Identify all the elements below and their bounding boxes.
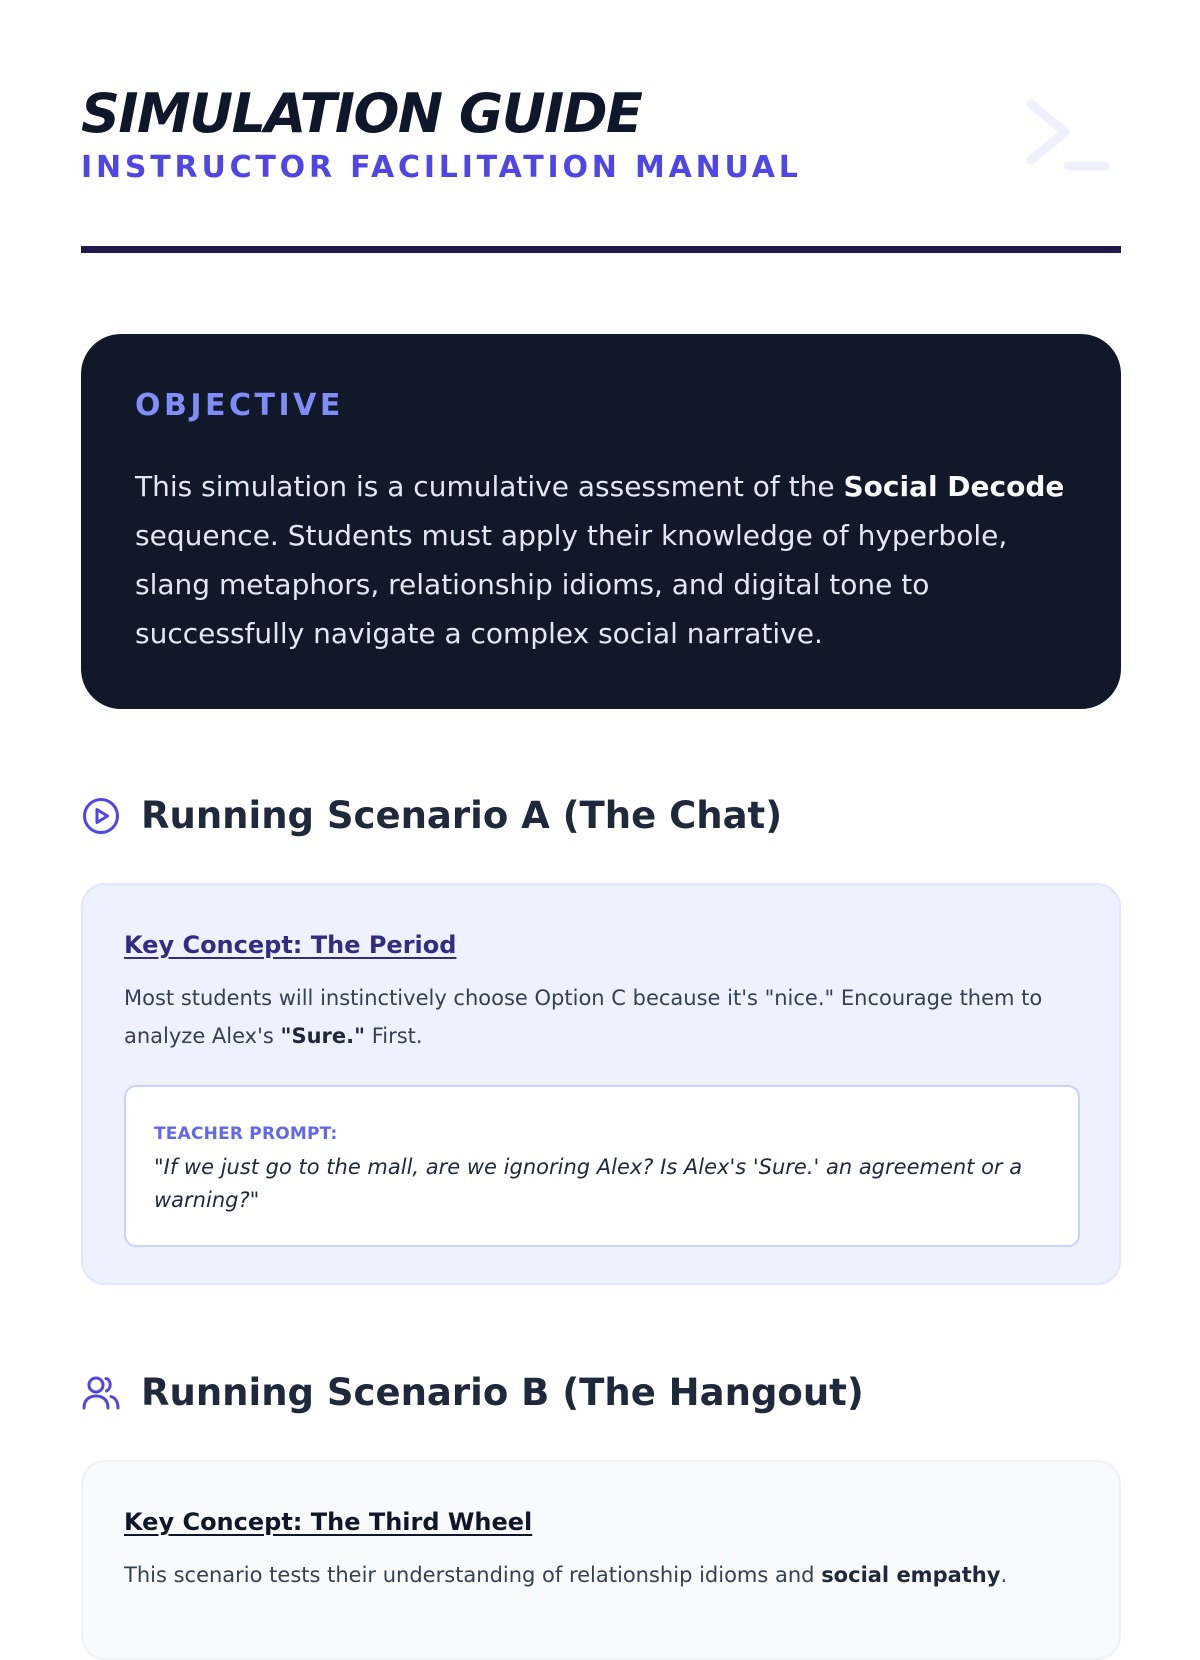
scenario-b-concept-text [124, 1556, 1054, 1594]
concept-text-bold: social empathy [821, 1563, 1001, 1587]
concept-text-part: . [1000, 1563, 1008, 1587]
concept-text-bold: "Sure." [280, 1024, 366, 1048]
guide-page [81, 0, 1121, 1587]
scenario-a-title: Running Scenario A (The Chat) [141, 794, 783, 837]
page-subtitle: INSTRUCTOR FACILITATION MANUAL [81, 150, 802, 185]
scenario-a-card [81, 883, 1121, 1285]
scenario-b-title: Running Scenario B (The Hangout) [141, 1371, 864, 1414]
play-circle-icon [81, 796, 121, 836]
teacher-prompt-label: TEACHER PROMPT: [154, 1124, 338, 1144]
page-title: SIMULATION GUIDE [81, 82, 642, 145]
objective-text-part: sequence. Students must apply their knowledge of hyperbole, slang metaphors, relationship idioms, and digital tone to successfully navigate a complex social narrative. [135, 519, 1008, 650]
scenario-a-heading [81, 791, 782, 841]
objective-text-part: This simulation is a cumulative assessment of the [135, 470, 844, 503]
scenario-a-concept-text [124, 979, 1054, 1055]
scenario-a-concept-title: Key Concept: The Period [124, 931, 457, 959]
terminal-icon [1025, 98, 1111, 178]
teacher-prompt-text: "If we just go to the mall, are we ignoring Alex? Is Alex's 'Sure.' an agreement or a warning?" [154, 1155, 1023, 1212]
scenario-b-concept-title: Key Concept: The Third Wheel [124, 1508, 533, 1536]
objective-text-bold: Social Decode [843, 470, 1065, 503]
concept-text-part: Most students will instinctively choose Option C because it's "nice." Encourage them to analyze Alex's [124, 986, 1043, 1048]
header-divider [81, 246, 1121, 253]
teacher-prompt-box [124, 1085, 1080, 1247]
users-icon [81, 1373, 121, 1413]
objective-label: OBJECTIVE [135, 388, 344, 423]
concept-text-part: First. [365, 1024, 423, 1048]
objective-card [81, 334, 1121, 709]
concept-text-part: This scenario tests their understanding of relationship idioms and [124, 1563, 822, 1587]
objective-text [135, 462, 1065, 658]
scenario-b-card [81, 1460, 1121, 1660]
scenario-b-heading [81, 1368, 864, 1418]
page-header [81, 0, 1121, 253]
